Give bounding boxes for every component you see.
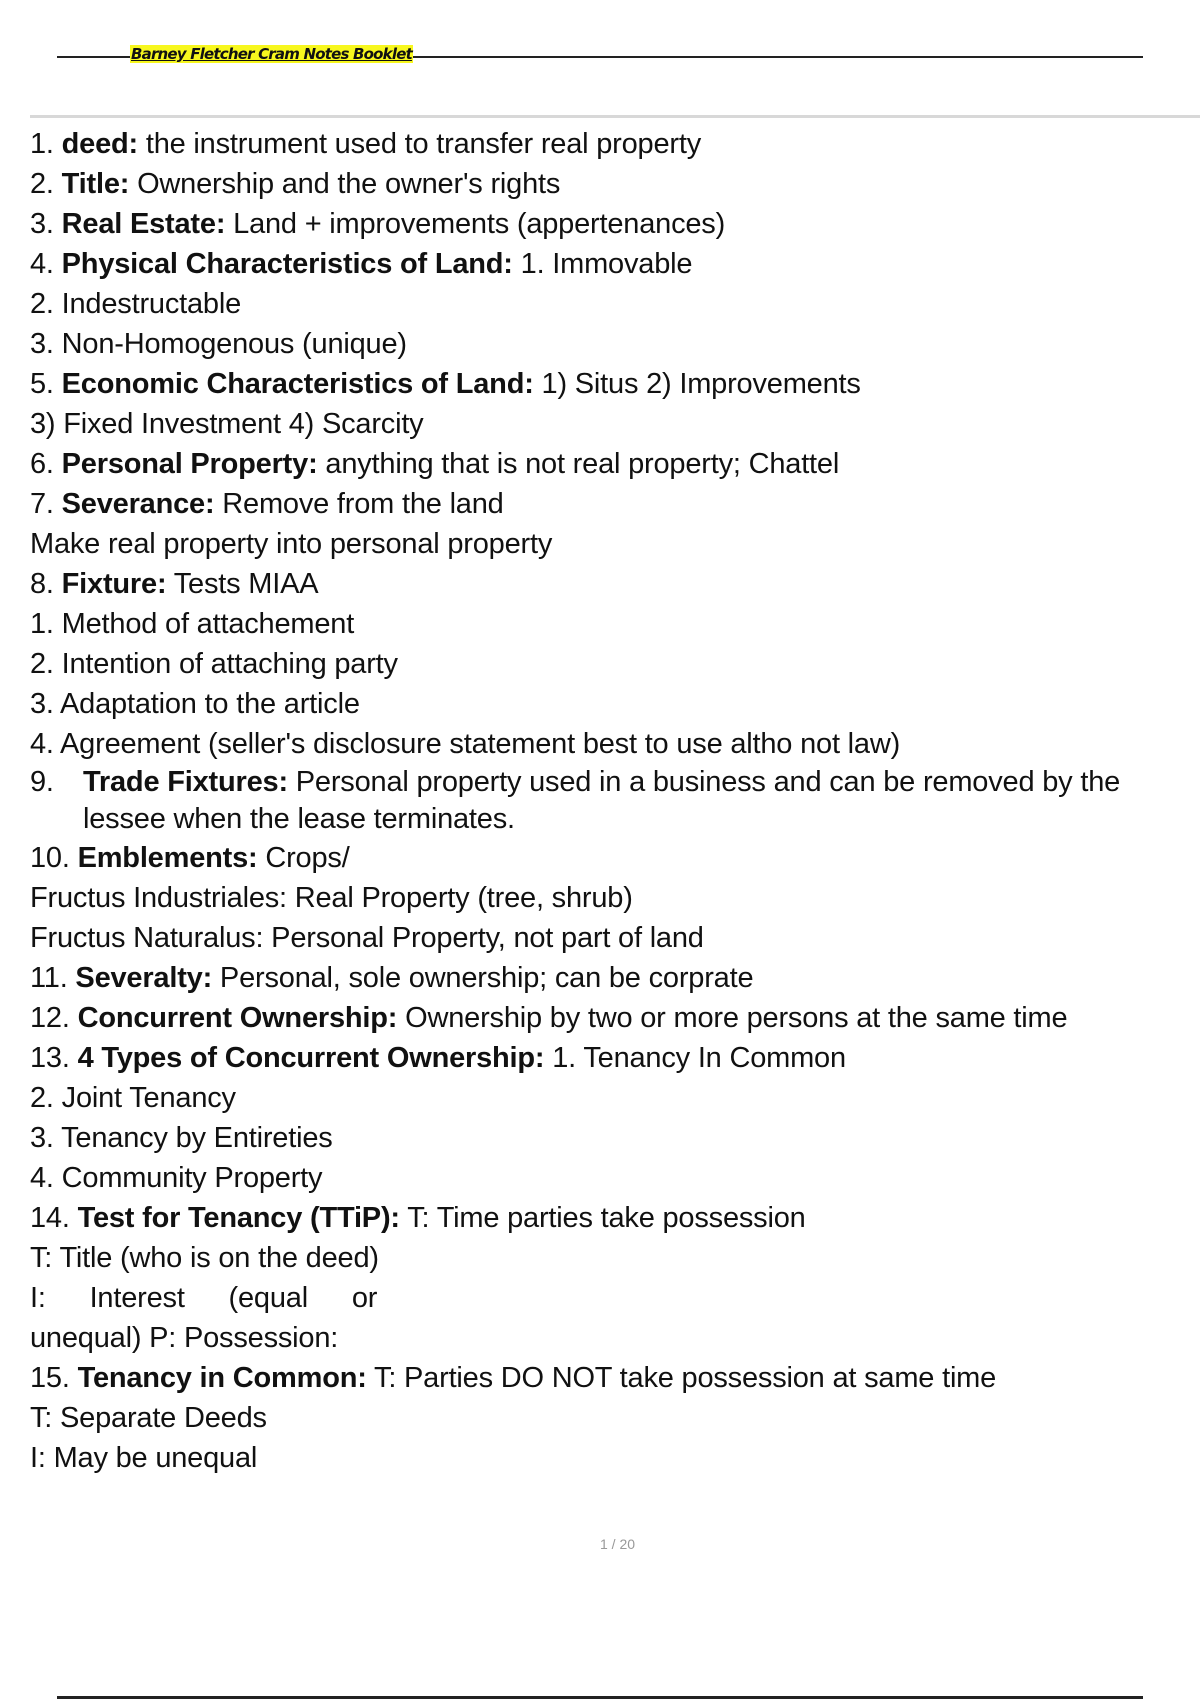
note-line	[30, 998, 1200, 1038]
term: Economic Characteristics of Land:	[61, 368, 534, 400]
item-number: 4.	[30, 248, 54, 280]
term: Emblements:	[77, 842, 258, 874]
definition: T: Parties DO NOT take possession at same time	[366, 1362, 997, 1394]
definition: 1) Situs 2) Improvements	[533, 368, 861, 400]
document-header-title: Barney Fletcher Cram Notes Booklet	[131, 45, 412, 63]
definition: Personal, sole ownership; can be corprate	[212, 962, 754, 994]
note-line	[30, 958, 1200, 998]
definition: Remove from the land	[214, 488, 504, 520]
note-line	[30, 124, 1200, 164]
note-line	[30, 918, 1200, 958]
definition: Personal property used in a business and can be removed by the lessee when the lease terminates.	[83, 766, 1128, 835]
definition: 3. Adaptation to the article	[30, 688, 360, 720]
note-line	[30, 1038, 1200, 1078]
note-line	[30, 878, 1200, 918]
note-line	[30, 724, 1200, 764]
note-line	[30, 324, 1200, 364]
term: deed:	[61, 128, 138, 160]
item-number: 12.	[30, 1002, 70, 1034]
term: 4 Types of Concurrent Ownership:	[77, 1042, 545, 1074]
page-indicator: 1 / 20	[599, 1536, 636, 1552]
definition: unequal) P: Possession:	[30, 1322, 339, 1354]
item-number: 15.	[30, 1362, 70, 1394]
term: Personal Property:	[61, 448, 318, 480]
note-line	[30, 564, 1200, 604]
term: Concurrent Ownership:	[77, 1002, 398, 1034]
item-number: 3.	[30, 208, 54, 240]
note-line	[30, 1078, 1200, 1118]
note-line	[30, 1158, 1200, 1198]
definition: 3. Non-Homogenous (unique)	[30, 328, 407, 360]
item-number: 2.	[30, 168, 54, 200]
definition: Fructus Naturalus: Personal Property, not part of land	[30, 922, 704, 954]
item-number: 1.	[30, 128, 54, 160]
note-line	[30, 404, 1200, 444]
definition: 4. Community Property	[30, 1162, 323, 1194]
item-number: 10.	[30, 842, 70, 874]
item-number: 13.	[30, 1042, 70, 1074]
term: Test for Tenancy (TTiP):	[77, 1202, 400, 1234]
definition: 1. Method of attachement	[30, 608, 355, 640]
definition: anything that is not real property; Chattel	[317, 448, 840, 480]
note-line	[30, 764, 1200, 838]
note-line	[30, 644, 1200, 684]
definition: T: Time parties take possession	[399, 1202, 806, 1234]
definition: Ownership and the owner's rights	[129, 168, 561, 200]
term: Title:	[61, 168, 130, 200]
term: Severalty:	[75, 962, 213, 994]
item-number: 7.	[30, 488, 54, 520]
note-line	[30, 444, 1200, 484]
note-line	[30, 1278, 1200, 1318]
item-number: 9.	[30, 766, 54, 798]
note-line	[30, 838, 1200, 878]
note-line	[30, 1438, 1200, 1478]
note-line	[30, 364, 1200, 404]
term: Physical Characteristics of Land:	[61, 248, 513, 280]
note-line	[30, 1198, 1200, 1238]
definition: Tests MIAA	[166, 568, 319, 600]
definition: Crops/	[257, 842, 350, 874]
definition: T: Separate Deeds	[30, 1402, 267, 1434]
item-number: 14.	[30, 1202, 70, 1234]
definition: the instrument used to transfer real property	[138, 128, 702, 160]
note-line	[30, 1238, 1200, 1278]
definition: Fructus Industriales: Real Property (tree, shrub)	[30, 882, 633, 914]
definition: 3. Tenancy by Entireties	[30, 1122, 333, 1154]
definition: T: Title (who is on the deed)	[30, 1242, 379, 1274]
note-line	[30, 164, 1200, 204]
note-line	[30, 684, 1200, 724]
note-line	[30, 484, 1200, 524]
definition: 1. Immovable	[512, 248, 693, 280]
definition: I: May be unequal	[30, 1442, 258, 1474]
note-line	[30, 1118, 1200, 1158]
definition: Ownership by two or more persons at the same time	[397, 1002, 1068, 1034]
item-number: 6.	[30, 448, 54, 480]
definition: 2. Intention of attaching party	[30, 648, 398, 680]
definition: Land + improvements (appertenances)	[225, 208, 726, 240]
item-number: 5.	[30, 368, 54, 400]
definition: 2. Indestructable	[30, 288, 242, 320]
note-line	[30, 1398, 1200, 1438]
note-line	[30, 604, 1200, 644]
note-line	[30, 1358, 1200, 1398]
note-line	[30, 204, 1200, 244]
definition: 4. Agreement (seller's disclosure statement best to use altho not law)	[30, 728, 901, 760]
definition: 3) Fixed Investment 4) Scarcity	[30, 408, 424, 440]
term: Real Estate:	[61, 208, 226, 240]
term: Trade Fixtures:	[83, 766, 288, 798]
notes-content	[30, 124, 1200, 1478]
term: Severance:	[61, 488, 215, 520]
separator	[30, 115, 1200, 118]
note-line	[30, 524, 1200, 564]
definition: 1. Tenancy In Common	[544, 1042, 846, 1074]
term: Tenancy in Common:	[77, 1362, 367, 1394]
definition: Make real property into personal property	[30, 528, 553, 560]
note-line	[30, 1318, 1200, 1358]
item-number: 8.	[30, 568, 54, 600]
footer-rule	[57, 1696, 1143, 1699]
item-number: 11.	[30, 962, 68, 994]
term: Fixture:	[61, 568, 167, 600]
note-line	[30, 284, 1200, 324]
definition: 2. Joint Tenancy	[30, 1082, 236, 1114]
note-line	[30, 244, 1200, 284]
definition: I: Interest (equal or	[30, 1282, 378, 1314]
